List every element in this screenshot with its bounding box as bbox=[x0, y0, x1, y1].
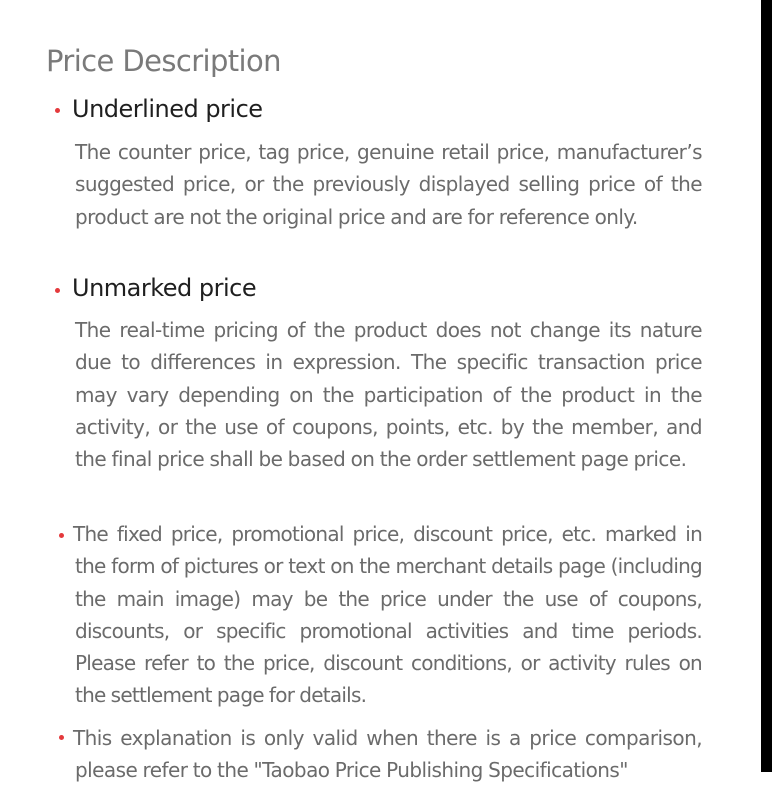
note-price-comparison: This explanation is only valid when there is a price comparison, please refer to the "Taobao Price Publishing Specifications" bbox=[73, 726, 702, 783]
note-promotional-price: The fixed price, promotional price, discount price, etc. marked in the form of pictures or text on the merchant details page (including the main image) may be the price under the use of coupons, discounts, or specific promotional activities and time periods. Please refer to the price, discount conditions, or activity rules on the settlement page for details. bbox=[73, 522, 702, 708]
bullet-icon bbox=[59, 533, 64, 538]
right-edge-bar bbox=[761, 0, 772, 772]
bullet-icon bbox=[59, 735, 64, 740]
section-body-underlined-price: The counter price, tag price, genuine retail price, manufacturer’s suggested price, or the previously displayed selling price of the product are not the original price and are for reference only. bbox=[75, 140, 702, 229]
bullet-icon bbox=[55, 288, 60, 293]
section-body-unmarked-price: The real-time pricing of the product does not change its nature due to differences in expression. The specific transaction price may vary depending on the participation of the product in the activity, or the use of coupons, points, etc. by the member, and the final price shall be based on the order settlement page price. bbox=[75, 318, 702, 472]
page-title: Price Description bbox=[46, 44, 281, 78]
section-heading-unmarked-price: Unmarked price bbox=[72, 274, 257, 302]
bullet-icon bbox=[55, 108, 60, 113]
section-heading-underlined-price: Underlined price bbox=[72, 95, 263, 123]
